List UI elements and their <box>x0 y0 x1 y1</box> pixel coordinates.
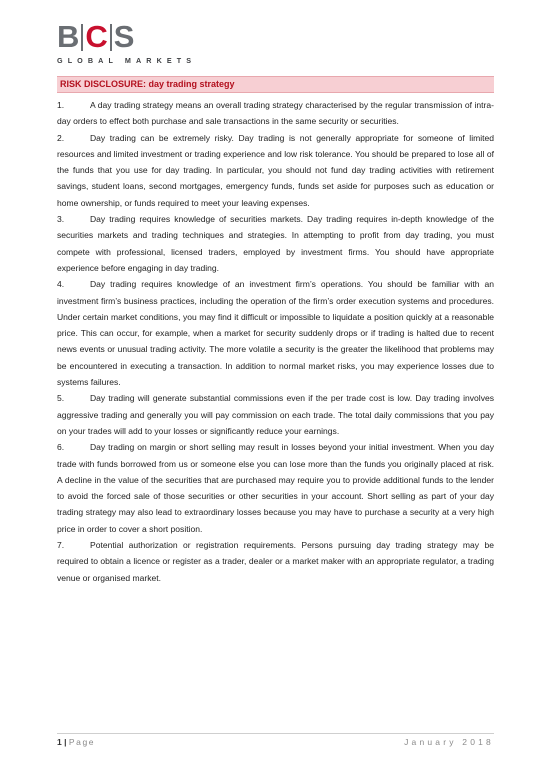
page-indicator <box>57 737 95 747</box>
numbered-paragraph <box>57 211 494 276</box>
numbered-paragraph <box>57 130 494 211</box>
numbered-paragraph <box>57 537 494 586</box>
logo-divider <box>81 24 83 51</box>
paragraph-number: 1. <box>57 100 65 110</box>
paragraph-text: Day trading requires knowledge of securities markets. Day trading requires in-depth knowledge of the securities markets and trading techniques and strategies. In attempting to profit from day trading, you must compete with professional, licensed traders, employed by investment firms. You should have appropriate experience before engaging in day trading. <box>57 214 494 273</box>
disclosure-body <box>57 97 494 586</box>
page-label: Page <box>68 737 96 747</box>
numbered-paragraph <box>57 390 494 439</box>
paragraph-text: Potential authorization or registration requirements. Persons pursuing day trading strategy may be required to obtain a licence or register as a trader, dealer or a market maker with an appropriate regulator, a trading venue or organised market. <box>57 540 494 583</box>
numbered-paragraph <box>57 439 494 537</box>
logo-letter-b: B <box>57 19 80 54</box>
numbered-paragraph <box>57 97 494 130</box>
paragraph-number: 6. <box>57 442 65 453</box>
logo-letter-s: S <box>113 19 135 54</box>
numbered-paragraph <box>57 276 494 390</box>
section-heading-bar <box>57 76 494 93</box>
page-footer <box>57 733 494 747</box>
paragraph-text: Day trading can be extremely risky. Day trading is not generally appropriate for someone of limited resources and limited investment or trading experience and low risk tolerance. You should be prepared to lose all of the funds that you use for day trading. In particular, you should not fund day trading activities with retirement savings, student loans, second mortgages, emergency funds, funds set aside for purposes such as education or home ownership, or funds required to meet your leaving expenses. <box>57 132 494 208</box>
paragraph-text: Day trading requires knowledge of an investment firm’s operations. You should be familiar with an investment firm’s business practices, including the operation of the firm’s order execution systems and procedures. Under certain market conditions, you may find it difficult or impossible to liquidate a position quickly at a reasonable price. This can occur, for example, when a market for security suddenly drops or if trading is halted due to recent news events or unusual trading activity. The more volatile a security is the greater the likelihood that problems may be encountered in executing a transaction. In addition to normal market risks, you may experience losses due to systems failures. <box>57 279 494 388</box>
logo-tagline: GLOBAL MARKETS <box>57 56 197 65</box>
paragraph-number: 4. <box>57 279 65 290</box>
paragraph-text: A day trading strategy means an overall trading strategy characterised by the regular transmission of intra-day orders to effect both purchase and sale transactions in the same security or securities. <box>57 100 494 127</box>
paragraph-number: 5. <box>57 393 65 404</box>
page-number: 1 <box>57 737 62 747</box>
bcs-logo <box>57 19 197 65</box>
paragraph-text: Day trading will generate substantial commissions even if the per trade cost is low. Day trading involves aggressive trading and generally you will pay commission on each trade. The total daily commissions that you pay on your trades will add to your losses or significantly reduce your earnings. <box>57 393 494 436</box>
logo-letter-c: C <box>85 19 108 54</box>
logo-divider <box>110 24 112 51</box>
section-heading: RISK DISCLOSURE: day trading strategy <box>60 79 235 89</box>
paragraph-text: Day trading on margin or short selling may result in losses beyond your initial investment. When you day trade with funds borrowed from us or someone else you can lose more than the funds you originally placed at risk. A decline in the value of the securities that are purchased may require you to provide additional funds to the lender to avoid the forced sale of those securities or other securities in your account. Short selling as part of your day trading strategy may also lead to extraordinary losses because you may have to purchase a security at a very high price in order to cover a short position. <box>57 442 494 534</box>
page-separator: | <box>64 737 67 747</box>
paragraph-number: 7. <box>57 540 65 551</box>
paragraph-number: 3. <box>57 214 65 225</box>
paragraph-number: 2. <box>57 132 65 143</box>
logo-wordmark <box>57 19 196 54</box>
document-date: January 2018 <box>404 737 494 747</box>
